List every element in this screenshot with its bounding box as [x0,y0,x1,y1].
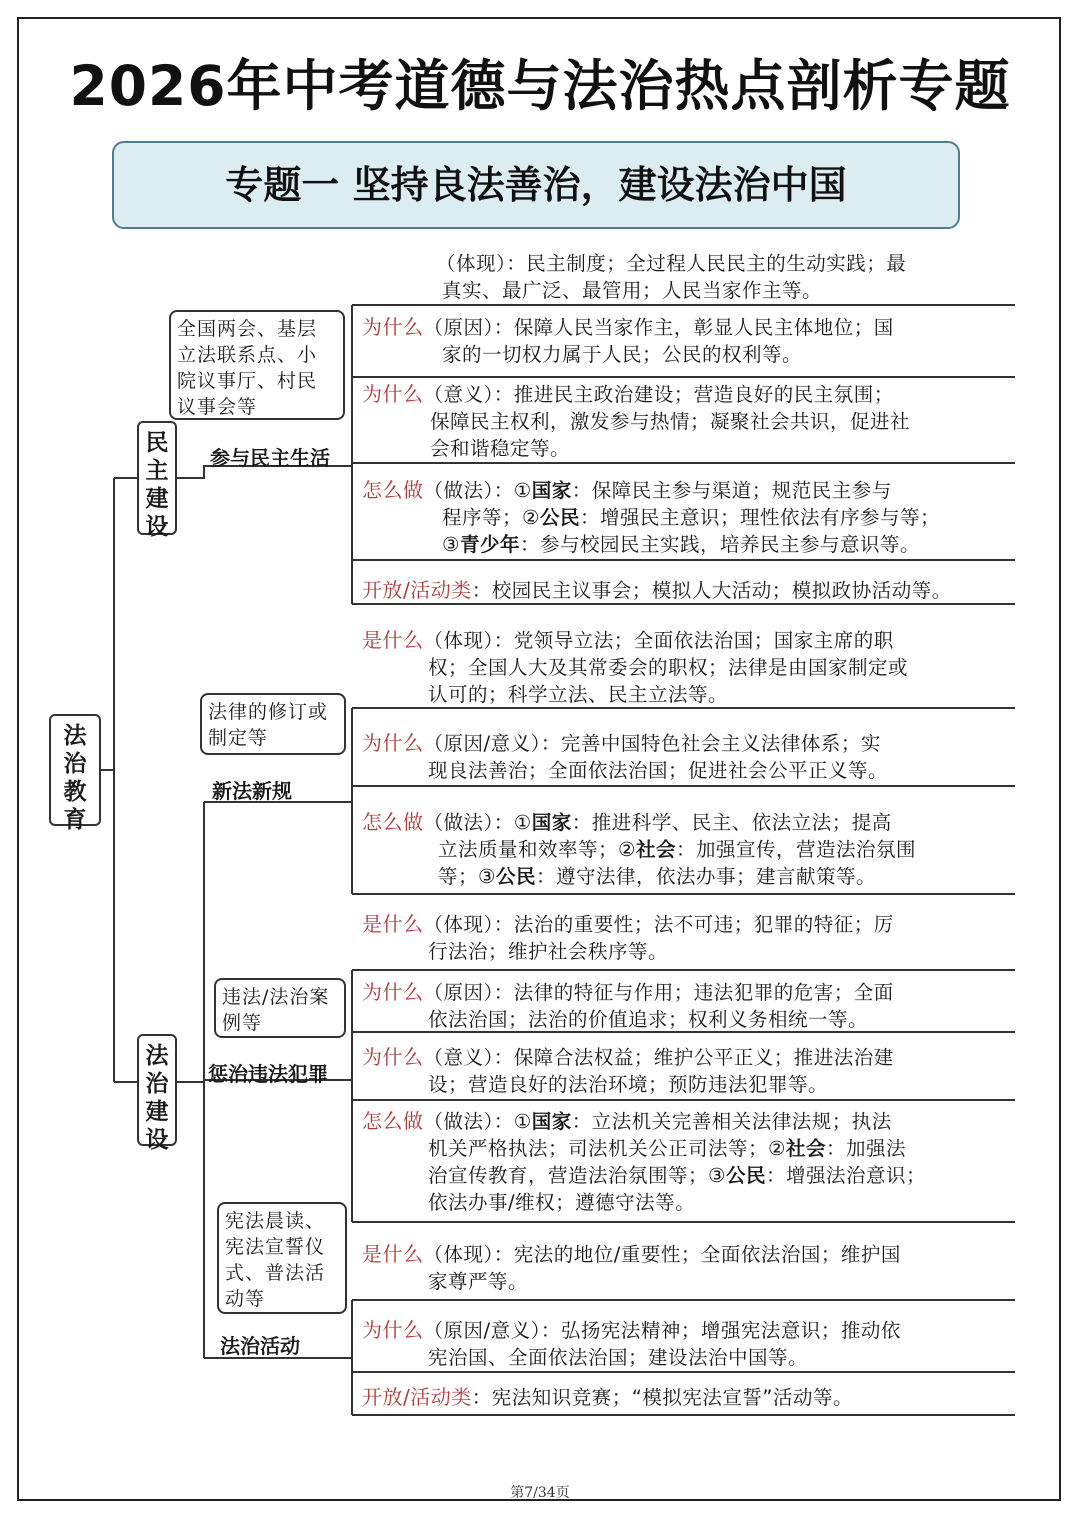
block-chengzhi-yuanyin: 为什么（原因）：法律的特征与作用；违法犯罪的危害；全面 依法治国；法治的价值追求；权利义务相统一等。 [362,980,894,1031]
topic-subtitle: 专题一 坚持良法善治，建设法治中国 [112,141,960,229]
block-huodong-kaifang: 开放/活动类：宪法知识竞赛；“模拟宪法宣誓”活动等。 [362,1385,853,1409]
block-minzhu-yuanyin: 为什么（原因）：保障人民当家作主，彰显人民主体地位；国 家的一切权力属于人民；公民的权利等。 [362,315,894,366]
block-minzhu-tixian: （体现）：民主制度；全过程人民民主的生动实践；最 真实、最广泛、最管用；人民当家作主等。 [436,252,907,302]
topic-label-chengzhi: 惩治违法犯罪 [208,1062,328,1086]
block-xinfa-tixian: 是什么（体现）：党领导立法；全面依法治国；国家主席的职 权；全国人大及其常委会的职权；法律是由国家制定或 认可的；科学立法、民主立法等。 [362,628,909,706]
topic-bubble-huodong: 宪法晨读、 宪法宣誓仪 式、普法活 动等 [217,1202,347,1314]
block-huodong-tixian: 是什么（体现）：宪法的地位/重要性；全面依法治国；维护国 家尊严等。 [362,1242,901,1293]
block-chengzhi-tixian: 是什么（体现）：法治的重要性；法不可违；犯罪的特征；厉 行法治；维护社会秩序等。 [362,912,894,963]
topic-label-xinfa: 新法新规 [212,779,292,803]
block-xinfa-zuofa: 怎么做（做法）：①国家：推进科学、民主、依法立法；提高 立法质量和效率等；②社会：加强宣传，营造法治氛围 等；③公民：遵守法律，依法办事；建言献策等。 [362,810,917,888]
block-huodong-yuanyin: 为什么（原因/意义）：弘扬宪法精神；增强宪法意识；推动依 宪治国、全面依法治国；建设法治中国等。 [362,1318,901,1369]
block-chengzhi-zuofa: 怎么做（做法）：①国家：立法机关完善相关法律法规；执法 机关严格执法；司法机关公正司法等；②社会：加强法 治宣传教育，营造法治氛围等；③公民：增强法治意识； 依法办事/维权；遵德守法等。 [362,1109,927,1214]
block-xinfa-yuanyin: 为什么（原因/意义）：完善中国特色社会主义法律体系；实 现良法善治；全面依法治国；促进社会公平正义等。 [362,731,889,782]
topic-bubble-chengzhi: 违法/法治案 例等 [214,978,346,1038]
topic-bubble-minzhu: 全国两会、基层 立法联系点、小 院议事厅、村民 议事会等 [169,310,345,420]
block-minzhu-zuofa: 怎么做（做法）：①国家：保障民主参与渠道；规范民主参与 程序等；②公民：增强民主意识；理性依法有序参与等； ③青少年：参与校园民主实践，培养民主参与意识等。 [362,478,941,556]
block-chengzhi-yiyi: 为什么（意义）：保障合法权益；维护公平正义；推进法治建 设；营造良好的法治环境；预防违法犯罪等。 [362,1045,894,1096]
branch-minzhu: 民 主 建 设 [137,421,177,535]
topic-label-huodong: 法治活动 [220,1334,300,1358]
block-minzhu-yiyi: 为什么（意义）：推进民主政治建设；营造良好的民主氛围； 保障民主权利，激发参与热情；凝聚社会共识，促进社 会和谐稳定等。 [362,382,911,460]
page-number: 第7/34页 [510,1485,570,1501]
block-minzhu-huodong: 开放/活动类：校园民主议事会；模拟人大活动；模拟政协活动等。 [362,578,952,602]
topic-bubble-xinfa: 法律的修订或 制定等 [200,693,346,755]
branch-fazhi: 法 治 建 设 [137,1034,177,1146]
root-node: 法 治 教 育 [49,714,101,826]
page-title: 2026年中考道德与法治热点剖析专题 [69,54,1011,118]
topic-label-minzhu: 参与民主生活 [210,446,330,470]
